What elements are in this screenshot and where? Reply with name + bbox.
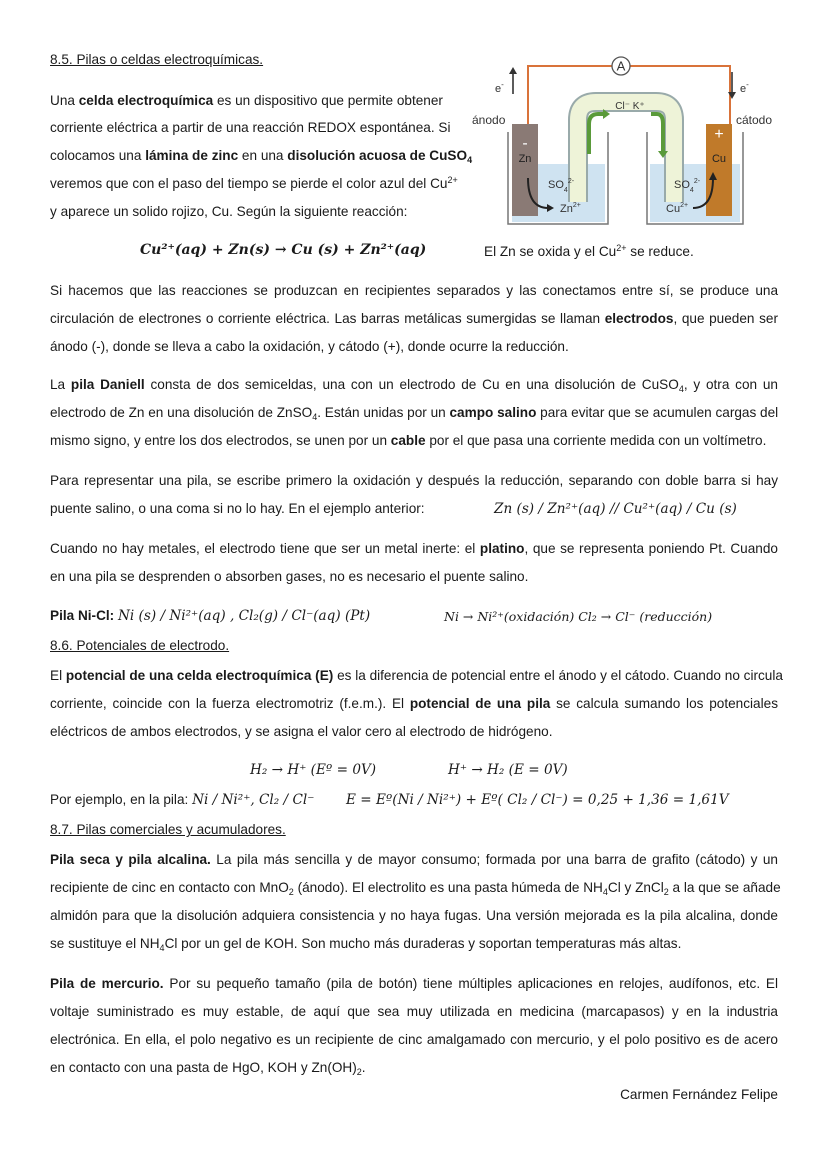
cathode-label: cátodo [736,113,773,127]
p8-line-1: Pila de mercurio. Por su pequeño tamaño (pila de botón) tiene múltiples aplicaciones en relojes, audífonos, etc. El [50,976,779,991]
zinc-label: Zn [518,153,532,165]
intro-line-2: corriente eléctrica a partir de una reacción REDOX espontánea. Si [50,120,451,135]
p7-line-2: recipiente de cinc en contacto con MnO$_2$ (ánodo). El electrolito es una pasta húmeda de $NH_4Cl$ y ZnCl$_2$ a la que se añade [50,880,781,897]
p5-line-2: en una pila se desprenden o absorben gases, no es necesario el puente salino. [50,569,529,584]
h2-equation: H₂ → H⁺ (Eº = 0V) [250,762,377,778]
p7-line-3: almidón para que la disolución adquiera consistencia y no haya fugas. Una versión mejorada es la pila alcalina, donde [50,908,778,923]
p6-line-3: eléctricos de ambos electrodos, y se asigna el valor cero al electrodo de hidrógeno. [50,724,553,739]
anode-sign: - [522,135,528,152]
p7-line-4: se sustituye el $NH_4Cl$ por un gel de KOH. Son mucho más duraderas y soportan temperaturas más altas. [50,936,682,953]
p2-line-3: ánodo (-), donde se lleva a cabo la oxidación, y cátodo (+), donde ocurre la reducción. [50,339,569,354]
heading-8-7: 8.7. Pilas comerciales y acumuladores. [50,822,286,837]
anode-label: ánodo [472,113,506,127]
so4-left: $SO_4^{2-}$ [548,178,575,194]
electron-left-label: e- [495,80,504,95]
intro-line-5: y aparece un solido rojizo, Cu. Según la siguiente reacción: [50,204,408,219]
salt-bridge-ions: Cl⁻ K⁺ [615,101,645,112]
author: Carmen Fernández Felipe [620,1087,778,1102]
copper-label: Cu [711,153,727,165]
p3-line-1: La pila Daniell consta de dos semiceldas, una con un electrodo de Cu en una disolución de CuSO$_4$, y otra con un [50,377,778,394]
p4-line-1: Para representar una pila, se escribe primero la oxidación y después la reducción, separando con doble barra si hay [50,473,778,488]
example-line: Por ejemplo, en la pila: Ni / Ni²⁺, Cl₂ / Cl⁻ [50,792,315,808]
p7-line-1: Pila seca y pila alcalina. La pila más sencilla y de mayor consumo; formada por una barra de grafito (cátodo) y un [50,852,778,867]
nicl-line: Pila Ni-Cl: Ni (s) / Ni²⁺(aq) , Cl₂(g) / Cl⁻(aq) (Pt) [50,608,371,624]
nicl-reactions: Ni → Ni²⁺(oxidación) Cl₂ → Cl⁻ (reducción) [444,609,713,624]
ammeter-label: A [616,58,626,74]
intro-line-4: veremos que con el paso del tiempo se pierde el color azul del $Cu^{2+}$ [50,175,458,191]
p2-line-1: Si hacemos que las reacciones se produzcan en recipientes separados y las conectamos entre sí, se produce una [50,283,778,298]
p8-line-4: en contacto con una pasta de HgO, KOH y $Zn(OH)_2$. [50,1060,366,1077]
cell-notation: Zn (s) / Zn²⁺(aq) // Cu²⁺(aq) / Cu (s) [494,501,737,517]
reaction-note: El Zn se oxida y el $Cu^{2+}$ se reduce. [484,243,694,259]
main-reaction: Cu²⁺(aq) + Zn(s) → Cu (s) + Zn²⁺(aq) [140,242,427,258]
example-calc: E = Eº(Ni / Ni²⁺) + Eº( Cl₂ / Cl⁻) = 0,25 + 1,36 = 1,61V [346,792,729,808]
so4-right: $SO_4^{2-}$ [674,178,701,194]
heading-8-5: 8.5. Pilas o celdas electroquímicas. [50,52,264,67]
p8-line-3: electrónica. En ella, el polo negativo es un recipiente de cinc amalgamado con mercurio, y el polo positivo es de acero [50,1032,778,1047]
p2-line-2: circulación de electrones o corriente eléctrica. Las barras metálicas sumergidas se llaman electrodos, que pueden ser [50,311,778,326]
cathode-sign: + [714,126,724,143]
heading-8-6: 8.6. Potenciales de electrodo. [50,638,230,653]
p5-line-1: Cuando no hay metales, el electrodo tiene que ser un metal inerte: el platino, que se representa poniendo Pt. Cuando [50,541,778,556]
intro-line-3: colocamos una lámina de zinc en una disolución acuosa de CuSO$_4$ [50,148,473,165]
hplus-equation: H⁺ → H₂ (E = 0V) [448,762,568,778]
daniell-cell-diagram [470,52,790,237]
p8-line-2: voltaje suministrado es muy estable, de aquí que sea muy utilizada en medicina (marcapasos) y en la industria [50,1004,778,1019]
p6-line-1: El potencial de una celda electroquímica (E) es la diferencia de potencial entre el ánodo y el cátodo. Cuando no circula [50,668,783,683]
intro-line-1: Una celda electroquímica es un dispositivo que permite obtener [50,93,443,108]
p3-line-3: mismo signo, y entre los dos electrodos, se unen por un cable por el que pasa una corriente medida con un voltímetro. [50,433,767,448]
copper-ion: $Cu^{2+}$ [666,202,689,215]
p3-line-2: electrodo de Zn en una disolución de ZnSO$_4$. Están unidas por un campo salino para evitar que se acumulen cargas del [50,405,779,422]
p4-line-2: puente salino, o una coma si no lo hay. En el ejemplo anterior: [50,501,425,516]
electron-right-label: e- [740,80,749,95]
p6-line-2: corriente, coincide con la fuerza electromotriz (f.e.m.). El potencial de una pila se calcula sumando los potenciales [50,696,778,711]
zinc-ion: $Zn^{2+}$ [560,202,581,215]
